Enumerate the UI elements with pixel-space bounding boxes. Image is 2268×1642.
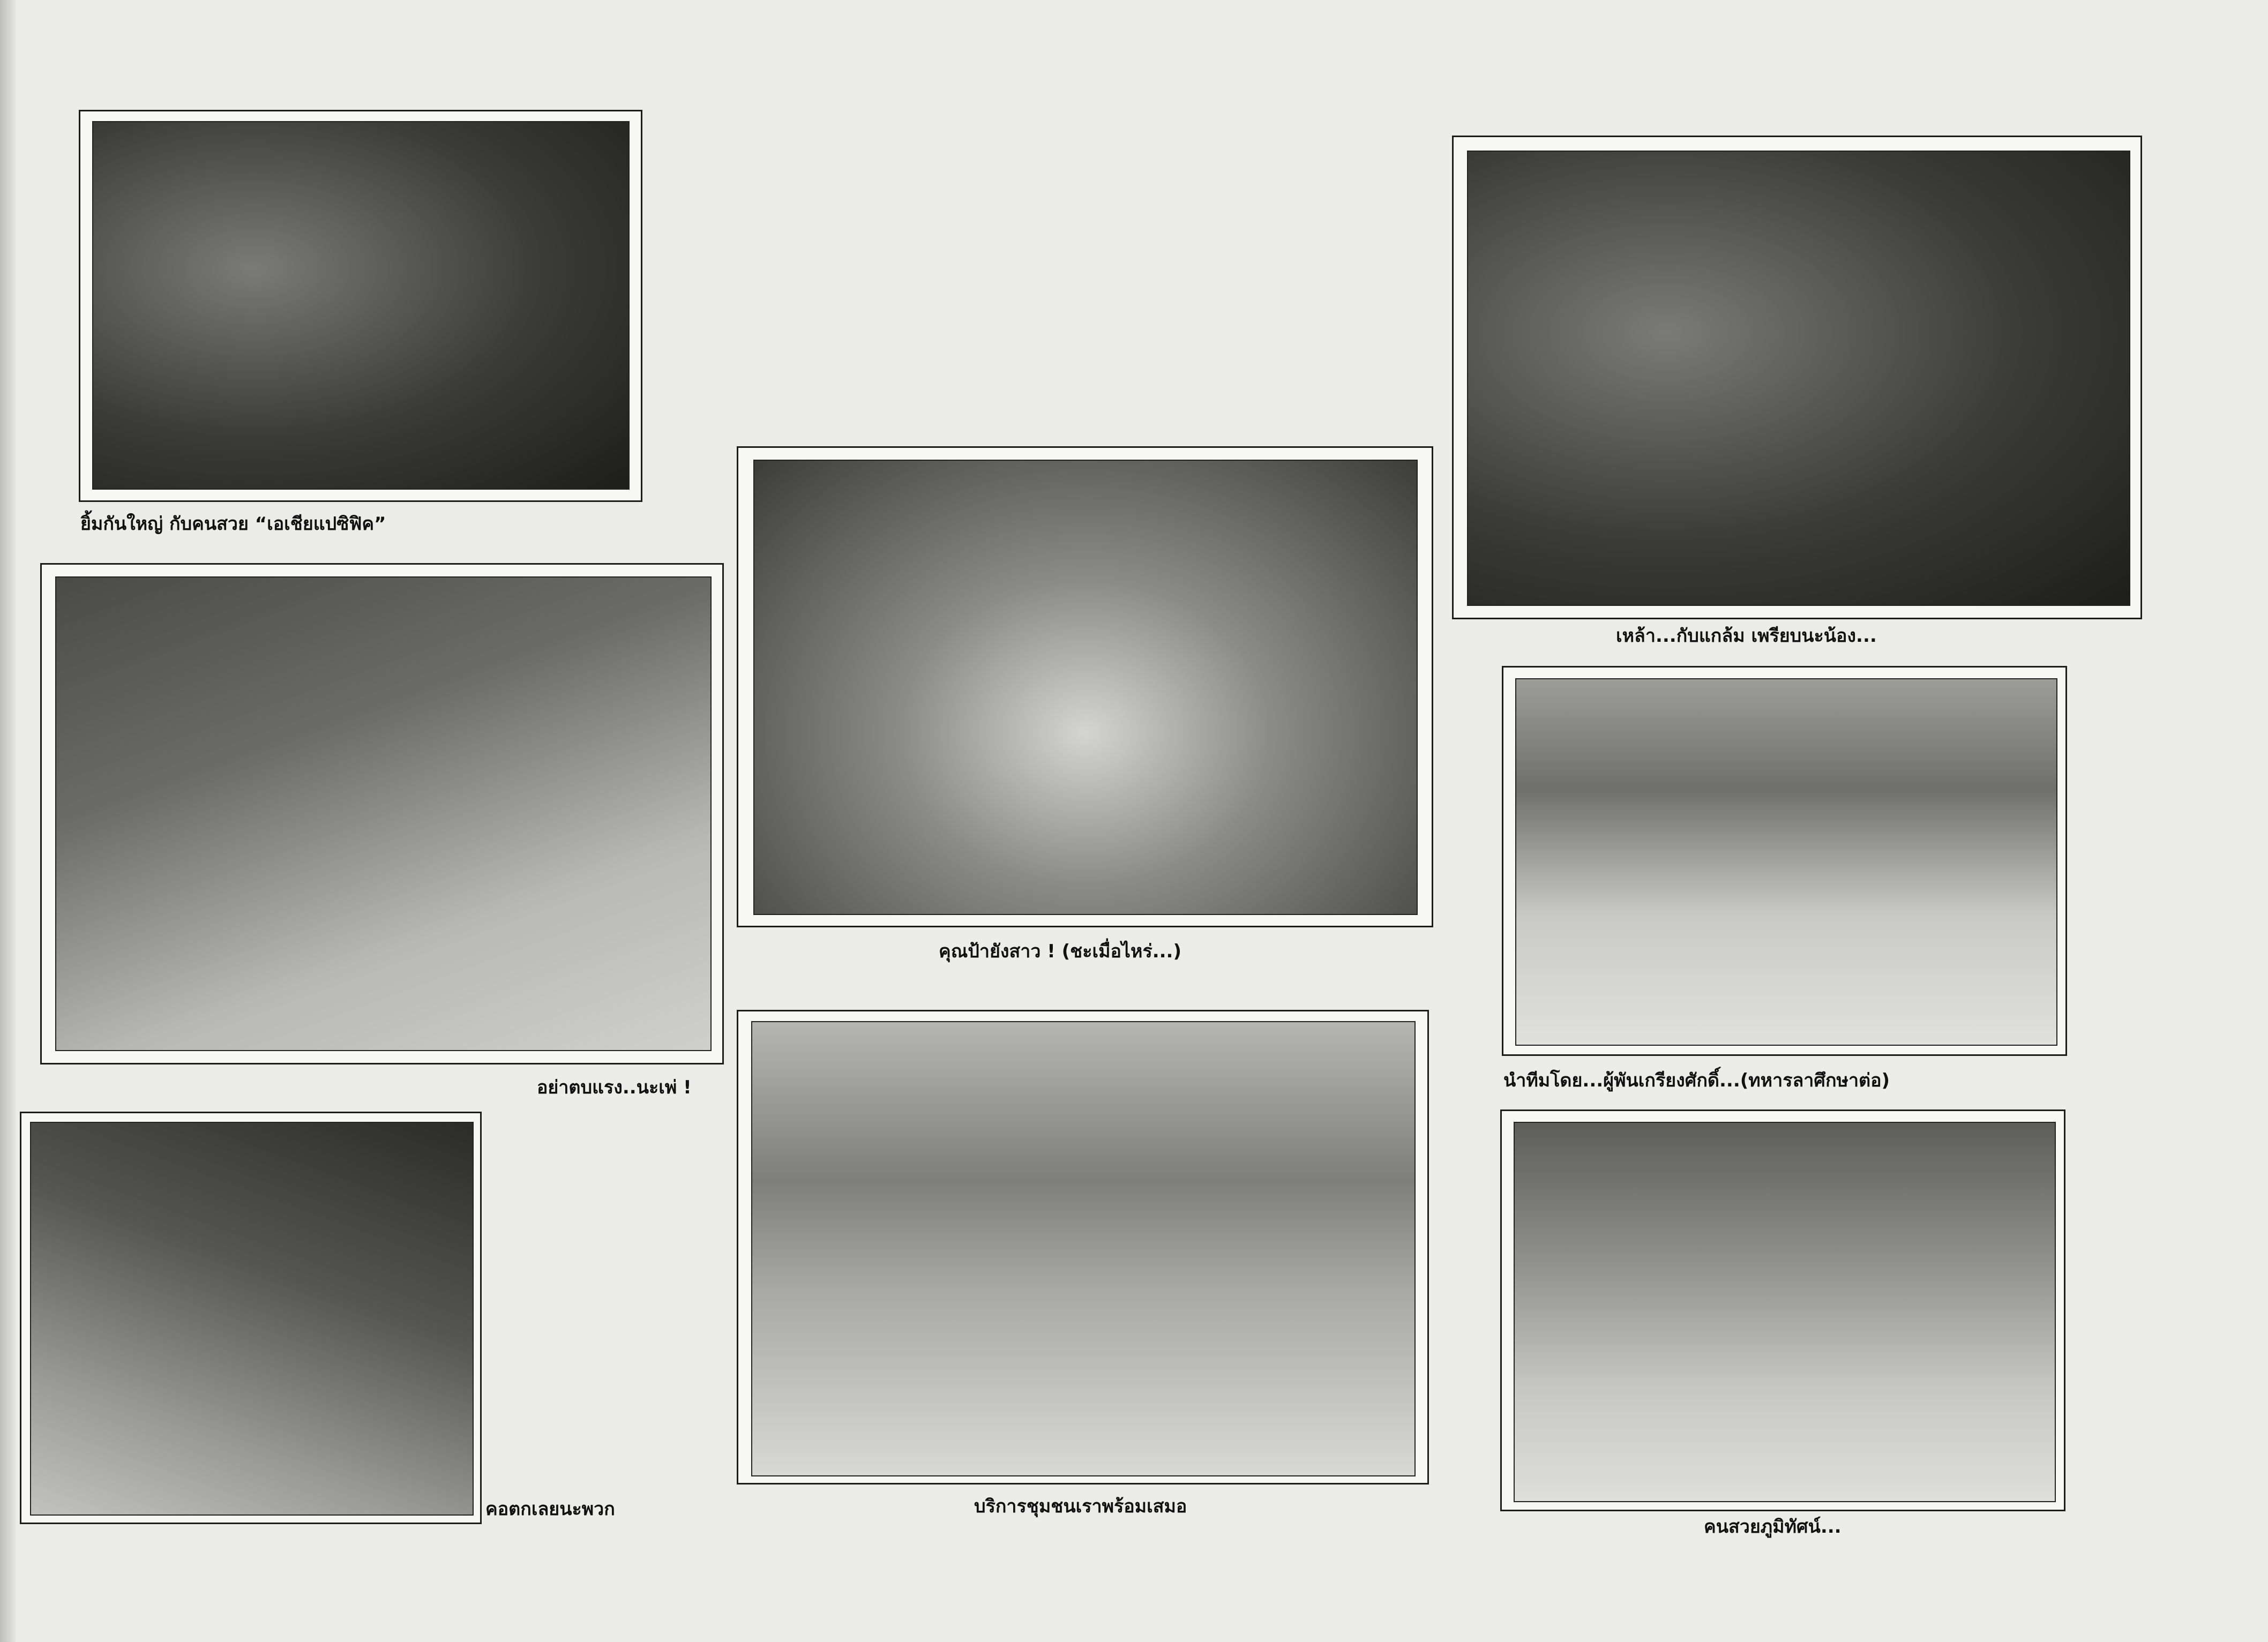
photo-frame-top-left <box>79 110 642 502</box>
caption-bottom-left: คอตกเลยนะพวก <box>485 1498 615 1520</box>
group-photo-top-left <box>92 121 630 490</box>
caption-top-right: เหล้า...กับแกล้ม เพรียบนะน้อง... <box>1616 625 1877 647</box>
caption-center-top: คุณป้ายังสาว ! (ชะเมื่อไหร่...) <box>939 941 1181 962</box>
photo-frame-middle-right <box>1502 666 2067 1056</box>
photo-frame-bottom-center <box>737 1010 1429 1484</box>
community-service-photo-bottom-center <box>751 1021 1416 1476</box>
page-binding-shadow <box>0 0 16 1642</box>
photo-frame-top-right <box>1452 136 2142 619</box>
caption-top-left: ยิ้มกันใหญ่ กับคนสวย “เอเชียแปซิฟิค” <box>80 513 386 535</box>
parade-banner-photo-bottom-right <box>1514 1122 2056 1502</box>
photo-frame-bottom-left <box>20 1112 482 1524</box>
photo-frame-center-top <box>737 446 1433 927</box>
caption-bottom-center: บริการชุมชนเราพร้อมเสมอ <box>974 1496 1187 1517</box>
banquet-photo-top-right <box>1467 151 2130 606</box>
caption-middle-left: อย่าตบแรง..นะเพ่ ! <box>537 1077 692 1098</box>
soldiers-photo-bottom-left <box>30 1122 474 1516</box>
caption-middle-right: นำทีมโดย...ผู้พันเกรียงศักดิ์...(ทหารลาศึกษาต่อ) <box>1503 1070 1890 1091</box>
group-photo-center-top <box>753 460 1418 915</box>
parade-photo-middle-right <box>1515 678 2057 1046</box>
motorcycle-photo-middle-left <box>55 576 712 1051</box>
photo-frame-middle-left <box>40 563 724 1064</box>
photo-frame-bottom-right <box>1500 1109 2065 1511</box>
caption-bottom-right: คนสวยภูมิทัศน์... <box>1704 1516 1842 1538</box>
